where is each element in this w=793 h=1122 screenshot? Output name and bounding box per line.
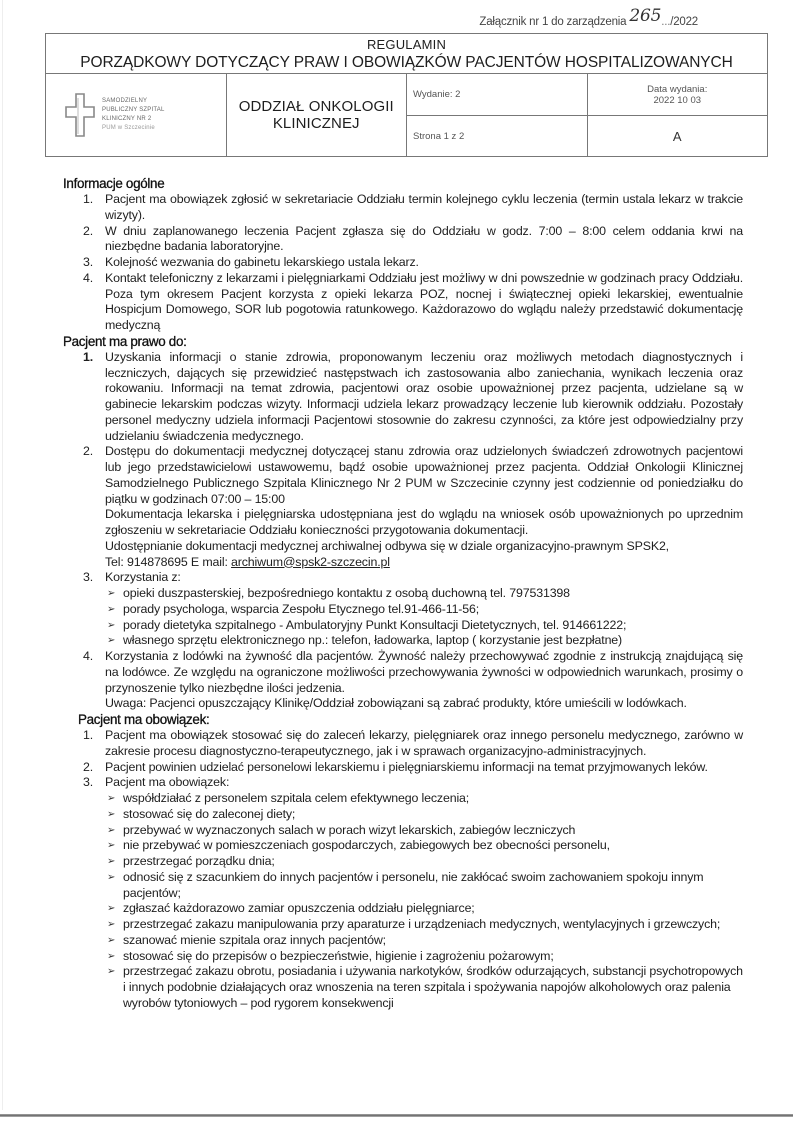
contact-phone: Tel: 914878695 E mail: (105, 554, 232, 569)
list-item (83, 649, 743, 712)
arrow-bullet-icon: ➢ (107, 950, 116, 962)
bullet-text: porady dietetyka szpitalnego - Ambulatoryjny Punkt Konsultacji Dietetycznych, tel. 914661222; (123, 617, 627, 632)
bullet-item (105, 838, 743, 854)
item-text: Pacjent ma obowiązek stosować się do zaleceń lekarzy, pielęgniarek oraz innego personelu medycznego, zarówno w zakresie procesu diagnostyczno-terapeutycznego, jak i w sprawach organizacyjno-administracyjnych. (105, 728, 743, 758)
arrow-bullet-icon: ➢ (107, 840, 116, 852)
page-bottom-edge (0, 1114, 793, 1117)
logo-line: SAMODZIELNY (102, 98, 148, 104)
rights-list (83, 350, 743, 712)
arrow-bullet-icon: ➢ (107, 793, 116, 804)
title-line-2: PORZĄDKOWY DOTYCZĄCY PRAW I OBOWIĄZKÓW PACJENTÓW HOSPITALIZOWANYCH (80, 54, 733, 71)
item-number: 4. (83, 270, 94, 285)
list-item (83, 271, 743, 334)
arrow-bullet-icon: ➢ (107, 619, 116, 631)
bullet-text: szanować mienie szpitala oraz innych pacjentów; (123, 932, 386, 947)
bullet-item (105, 901, 743, 917)
bullet-item (105, 633, 743, 649)
item-text: Kolejność wezwania do gabinetu lekarskiego ustala lekarz. (105, 255, 419, 269)
title-line-1: REGULAMIN (366, 37, 447, 52)
archive-email-link[interactable]: archiwum@spsk2-szczecin.pl (231, 554, 390, 569)
bullet-item (105, 602, 743, 618)
arrow-bullet-icon: ➢ (107, 871, 116, 883)
section-title-rights: Pacjent ma prawo do: (63, 333, 187, 349)
list-item (83, 760, 743, 776)
bullet-item (105, 870, 743, 902)
item-number: 1. (83, 349, 94, 364)
bullet-item (105, 791, 743, 807)
issue-date-cell (587, 74, 768, 116)
bullet-item (105, 917, 743, 933)
item-text: Korzystania z lodówki na żywność dla pacjentów. Żywność należy przechowywać zgodnie z instrukcją znajdującą się na lodówce. Ze względu na ograniczone możliwości przechowywania żywności w odpowiednich warunkach, prosimy o przynoszenie tylko niezbędne ilości jedzenia. (105, 649, 743, 695)
bullet-item (105, 964, 743, 1011)
bullet-text: współdziałać z personelem szpitala celem efektywnego leczenia; (123, 791, 470, 805)
item-text: Pacjent ma obowiązek zgłosić w sekretariacie Oddziału termin kolejnego cyklu leczenia (termin ustala lekarz w trakcie wizyty). (105, 192, 743, 222)
bullet-text: stosować się do przepisów o bezpieczeństwie, higienie i zagrożeniu pożarowym; (123, 948, 554, 963)
item-number: 3. (83, 775, 94, 790)
item-text: Dokumentacja lekarska i pielęgniarska udostępniana jest do wglądu na wniosek osób upoważnionych po uprzednim zgłoszeniu w sekretariacie Oddziału konieczności przygotowania dokumentacji. (105, 507, 743, 537)
section-title-general: Informacje ogólne (63, 176, 165, 191)
contact-line (105, 555, 743, 571)
arrow-bullet-icon: ➢ (107, 919, 116, 930)
list-item (83, 255, 743, 271)
logo-line: KLINICZNY NR 2 (102, 116, 152, 122)
department-name: ODDZIAŁ ONKOLOGII KLINICZNEJ (226, 74, 407, 157)
item-number: 4. (83, 649, 94, 663)
item-number: 3. (83, 255, 94, 269)
page-number: Strona 1 z 2 (407, 116, 588, 157)
list-item (83, 728, 743, 760)
arrow-bullet-icon: ➢ (107, 856, 116, 867)
bullet-item (105, 949, 743, 965)
item-text: Kontakt telefoniczny z lekarzami i pielęgniarkami Oddziału jest możliwy w dni powszednie w godzinach pracy Oddziału. Poza tym okresem Pacjent korzysta z opieki lekarza POZ, nocnej i świątecznej opieki lekarskiej, ewentualnie Hospicjum Domowego, SOR lub pogotowia ratunkowego. Każdorazowo do wglądu należy przedstawić dokumentację medyczną (105, 270, 743, 332)
hospital-logo-cell (46, 74, 227, 157)
list-item (83, 444, 743, 570)
arrow-bullet-icon: ➢ (107, 966, 116, 978)
list-item (83, 224, 743, 256)
duties-list (83, 728, 743, 1012)
bullet-text: stosować się do zaleconej diety; (123, 806, 296, 821)
arrow-bullet-icon: ➢ (107, 934, 116, 946)
item-text: Pacjent powinien udzielać personelowi lekarskiemu i pielęgniarskiemu informacji na temat przyjmowanych leków. (105, 759, 708, 774)
bullet-item (105, 807, 743, 823)
bullet-text: przestrzegać zakazu manipulowania przy aparaturze i urządzeniach medycznych, wentylacyjnych i grzewczych; (123, 917, 721, 931)
hospital-cross-logo-icon (64, 92, 96, 138)
bullet-item (105, 854, 743, 870)
bullet-text: przestrzegać porządku dnia; (123, 854, 275, 868)
regulation-title (46, 34, 768, 74)
document-body (63, 176, 743, 1012)
item-number: 2. (83, 444, 94, 459)
arrow-bullet-icon: ➢ (107, 588, 116, 599)
item-text: Dostępu do dokumentacji medycznej dotyczącej stanu zdrowia oraz udzielonych świadczeń zdrowotnych pacjentowi lub jego przedstawicielowi ustawowemu, bądź osobie upoważnionej przez pacjenta. Oddział Onkologii Klinicznej Samodzielnego Publicznego Szpitala Klinicznego Nr 2 PUM w Szczecinie czynny jest codziennie od poniedziałku do piątku w godzinach 07:00 – 15:00 (105, 444, 743, 506)
item-number: 1. (83, 192, 94, 206)
bullet-item (105, 933, 743, 949)
item-number: 3. (83, 570, 94, 585)
issue-date-label: Data wydania: (647, 83, 708, 95)
item-number: 1. (83, 728, 94, 742)
bullet-text: odnosić się z szacunkiem do innych pacjentów i personelu, nie zakłócać swoim zachowaniem spokoju innym pacjentów; (123, 869, 704, 900)
annex-suffix: /2022 (670, 16, 698, 28)
issue-date: 2022 10 03 (653, 94, 702, 106)
bullet-text: opieki duszpasterskiej, bezpośredniego kontaktu z osobą duchowną tel. 797531398 (123, 586, 570, 600)
arrow-bullet-icon: ➢ (107, 903, 116, 915)
bullet-list (105, 791, 743, 1012)
logo-line: PUBLICZNY SZPITAL (102, 107, 165, 113)
bullet-text: porady psychologa, wsparcia Zespołu Etycznego tel.91-466-11-56; (123, 601, 480, 616)
bullet-item (105, 586, 743, 602)
document-header-table (45, 33, 768, 157)
scan-edge (2, 0, 3, 1110)
arrow-bullet-icon: ➢ (107, 603, 116, 615)
bullet-text: zgłaszać każdorazowo zamiar opuszczenia oddziału pielęgniarce; (123, 901, 475, 916)
item-number: 2. (83, 759, 94, 774)
bullet-list (105, 586, 743, 649)
item-text: Korzystania z: (105, 570, 181, 585)
item-text: Udostępnianie dokumentacji medycznej archiwalnej odbywa się w dziale organizacyjno-prawnym SPSK2, (105, 538, 669, 553)
section-title-duties: Pacjent ma obowiązek: (78, 712, 210, 727)
bullet-text: przebywać w wyznaczonych salach w porach wizyt lekarskich, zabiegów leczniczych (123, 822, 576, 837)
logo-line: PUM w Szczecinie (102, 125, 155, 131)
list-item (83, 570, 743, 649)
bullet-text: własnego sprzętu elektronicznego np.: telefon, ładowarka, laptop ( korzystanie jest bezpłatne) (123, 633, 623, 648)
bullet-item (105, 823, 743, 839)
handwritten-number: 265 (629, 6, 662, 26)
annex-dots: ... (661, 16, 671, 28)
arrow-bullet-icon: ➢ (107, 808, 116, 820)
list-item (83, 192, 743, 224)
hospital-name (102, 97, 165, 133)
arrow-bullet-icon: ➢ (107, 635, 116, 647)
bullet-text: przestrzegać zakazu obrotu, posiadania i używania narkotyków, środków odurzających, substancji psychotropowych i innych podobnie działających oraz wnoszenia na teren szpitala i spożywania napojów alkoholowych oraz palenia wyrobów tytoniowych – pod rygorem konsekwencji (123, 964, 743, 1010)
general-info-list (83, 192, 743, 334)
item-text: W dniu zaplanowanego leczenia Pacjent zgłasza się do Oddziału w godz. 7:00 – 8:00 celem oddania krwi na niezbędne badania laboratoryjne. (105, 223, 743, 254)
item-number: 2. (83, 223, 94, 238)
edition: Wydanie: 2 (407, 74, 588, 116)
arrow-bullet-icon: ➢ (107, 824, 116, 836)
item-text: Uzyskania informacji o stanie zdrowia, proponowanym leczeniu oraz możliwych metodach diagnostycznych i leczniczych, dających się przewidzieć następstwach ich zastosowania albo zaniechania, wynikach leczenia oraz rokowaniu. Informacji na temat zdrowia, pacjentowi oraz osobie upoważnionej przez pacjenta, udzielane są w gabinecie lekarskim podczas wizyty. Informacji udziela lekarz prowadzący leczenie lub kierownik oddziału. Pozostały personel medyczny udziela informacji Pacjentowi stosownie do zakresu czynności, za które jest odpowiedzialny przy udzielaniu świadczenia medycznego. (105, 349, 743, 443)
annex-reference (479, 6, 698, 30)
list-item (83, 350, 743, 445)
bullet-text: nie przebywać w pomieszczeniach gospodarczych, zabiegowych bez obecności personelu, (123, 838, 610, 853)
bullet-item (105, 618, 743, 634)
item-text: Pacjent ma obowiązek: (105, 775, 230, 790)
annex-prefix: Załącznik nr 1 do zarządzenia (479, 16, 630, 28)
list-item (83, 775, 743, 1011)
item-note: Uwaga: Pacjenci opuszczający Klinikę/Oddział zobowiązani są zabrać produkty, które umieścili w lodówkach. (105, 696, 687, 711)
revision: A (587, 116, 768, 157)
